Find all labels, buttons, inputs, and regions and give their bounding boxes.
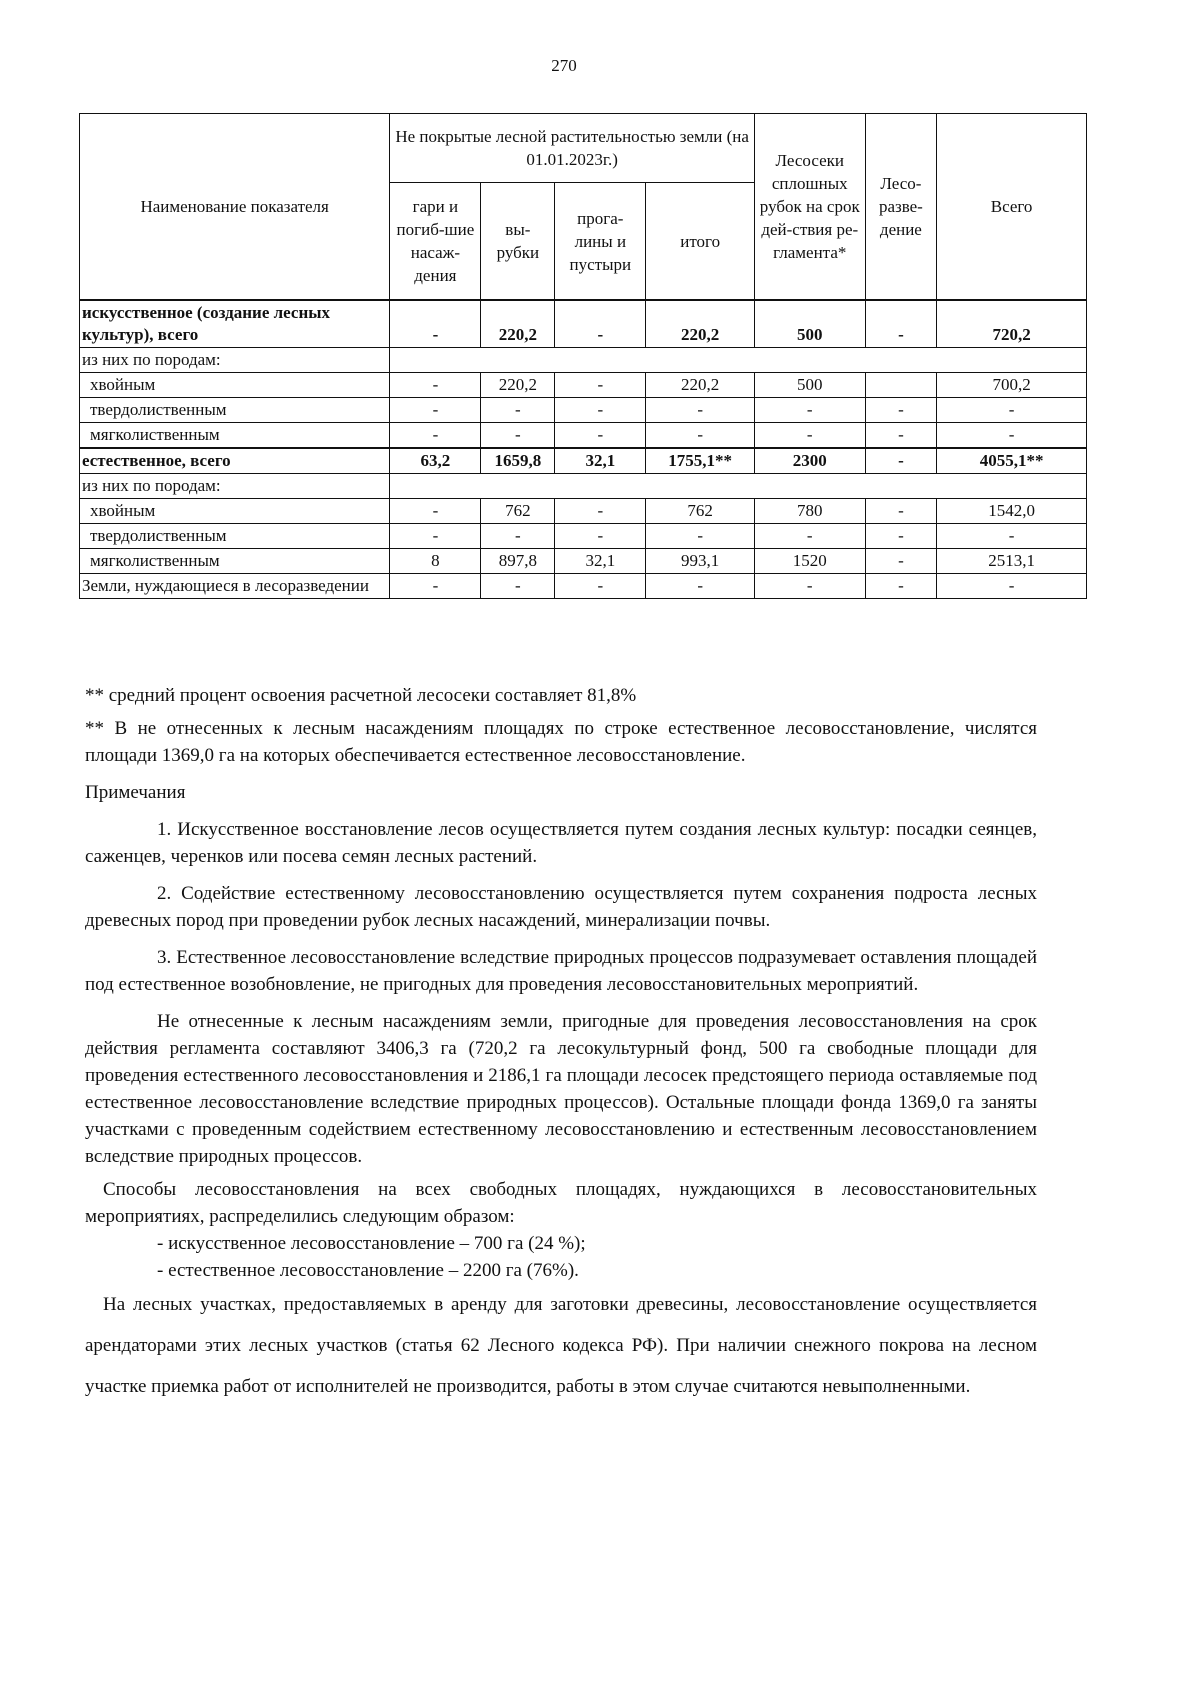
table-cell: - bbox=[481, 524, 555, 549]
table-cell: 4055,1** bbox=[937, 448, 1087, 474]
table-row bbox=[80, 423, 1087, 449]
table-cell: - bbox=[390, 373, 481, 398]
document-body bbox=[85, 682, 1037, 1407]
table-cell: - bbox=[865, 448, 937, 474]
table-cell: - bbox=[481, 574, 555, 599]
table-row bbox=[80, 448, 1087, 474]
row-label: естественное, всего bbox=[80, 448, 390, 474]
table-cell: 993,1 bbox=[646, 549, 755, 574]
table-cell: - bbox=[865, 549, 937, 574]
note-3: 3. Естественное лесовосстановление вследствие природных процессов подразумевает оставления площадей под естественное возобновление, не пригодных для проведения лесовосстановительных мероприятий. bbox=[85, 947, 1037, 995]
table-cell: 220,2 bbox=[481, 300, 555, 348]
table-cell: 220,2 bbox=[646, 373, 755, 398]
table-row bbox=[80, 373, 1087, 398]
table-cell: - bbox=[937, 423, 1087, 449]
table-cell: - bbox=[390, 398, 481, 423]
row-label: Земли, нуждающиеся в лесоразведении bbox=[80, 574, 390, 599]
table-cell: - bbox=[865, 499, 937, 524]
table-cell: - bbox=[865, 423, 937, 449]
list-item-natural: - естественное лесовосстановление – 2200 га (76%). bbox=[157, 1260, 579, 1281]
table-cell: - bbox=[646, 524, 755, 549]
table-row bbox=[80, 474, 1087, 499]
table-cell: - bbox=[481, 398, 555, 423]
table-cell: 780 bbox=[754, 499, 865, 524]
table-cell: - bbox=[754, 398, 865, 423]
footnote-1: ** средний процент освоения расчетной лесосеки составляет 81,8% bbox=[85, 685, 637, 706]
header-clearcut: Лесосеки сплошных рубок на срок дей-ствия ре-гламента* bbox=[754, 114, 865, 301]
table-cell: - bbox=[555, 423, 646, 449]
table-cell: 32,1 bbox=[555, 448, 646, 474]
table-cell-empty bbox=[390, 474, 1087, 499]
body-paragraph-1: Не отнесенные к лесным насаждениям земли, пригодные для проведения лесовосстановления на срок действия регламента составляют 3406,3 га (720,2 га лесокультурный фонд, 500 га свободные площади для проведения естественного лесовосстановления и 2186,1 га площади лесосек предстоящего периода оставляемые под естественное лесовосстановление вследствие природных процессов). Остальные площади фонда 1369,0 га заняты участками с проведенным содействием естественному лесовосстановлению и естественным лесовосстановлением вследствие природных процессов. bbox=[85, 1011, 1037, 1167]
table-cell: - bbox=[865, 574, 937, 599]
table-cell: - bbox=[937, 398, 1087, 423]
table-cell: - bbox=[390, 423, 481, 449]
table-cell: - bbox=[390, 574, 481, 599]
table-cell: 8 bbox=[390, 549, 481, 574]
table-cell: - bbox=[865, 524, 937, 549]
row-label: хвойным bbox=[80, 499, 390, 524]
table-row bbox=[80, 524, 1087, 549]
table-cell: 720,2 bbox=[937, 300, 1087, 348]
table-row bbox=[80, 398, 1087, 423]
table-cell: - bbox=[555, 524, 646, 549]
table-cell: 500 bbox=[754, 300, 865, 348]
table-cell: - bbox=[555, 574, 646, 599]
table-cell: 32,1 bbox=[555, 549, 646, 574]
header-burnt: гари и погиб-шие насаж-дения bbox=[390, 183, 481, 301]
table-cell: - bbox=[646, 574, 755, 599]
notes-title: Примечания bbox=[85, 782, 186, 803]
table-cell: 2300 bbox=[754, 448, 865, 474]
row-label: твердолиственным bbox=[80, 398, 390, 423]
row-label: искусственное (создание лесных культур), всего bbox=[80, 300, 390, 348]
table-cell: - bbox=[865, 300, 937, 348]
table-cell: 1659,8 bbox=[481, 448, 555, 474]
forest-regeneration-table bbox=[79, 113, 1087, 599]
body-paragraph-2: Способы лесовосстановления на всех свободных площадях, нуждающихся в лесовосстановительных мероприятиях, распределились следующим образом: bbox=[85, 1179, 1037, 1227]
table-cell: 1542,0 bbox=[937, 499, 1087, 524]
row-label: мягколиственным bbox=[80, 549, 390, 574]
table-cell: - bbox=[646, 423, 755, 449]
table-cell: 1520 bbox=[754, 549, 865, 574]
table-cell: - bbox=[754, 423, 865, 449]
table-cell: 2513,1 bbox=[937, 549, 1087, 574]
table-cell: - bbox=[390, 524, 481, 549]
table-row bbox=[80, 300, 1087, 348]
table-cell: 1755,1** bbox=[646, 448, 755, 474]
list-item-artificial: - искусственное лесовосстановление – 700 га (24 %); bbox=[157, 1233, 586, 1254]
row-label: твердолиственным bbox=[80, 524, 390, 549]
table-cell: - bbox=[481, 423, 555, 449]
row-label: мягколиственным bbox=[80, 423, 390, 449]
table-cell bbox=[865, 373, 937, 398]
row-label: из них по породам: bbox=[80, 348, 390, 373]
table-cell: - bbox=[754, 524, 865, 549]
header-name: Наименование показателя bbox=[80, 114, 390, 301]
table-cell: 762 bbox=[646, 499, 755, 524]
note-2: 2. Содействие естественному лесовосстановлению осуществляется путем сохранения подроста лесных древесных пород при проведении рубок лесных насаждений, минерализации почвы. bbox=[85, 883, 1037, 931]
table-cell: 63,2 bbox=[390, 448, 481, 474]
header-uncovered-group: Не покрытые лесной растительностью земли (на 01.01.2023г.) bbox=[390, 114, 755, 183]
table-cell-empty bbox=[390, 348, 1087, 373]
table-cell: 500 bbox=[754, 373, 865, 398]
table-cell: - bbox=[555, 398, 646, 423]
table-cell: - bbox=[937, 574, 1087, 599]
table-cell: - bbox=[390, 499, 481, 524]
header-glades: прога-лины и пустыри bbox=[555, 183, 646, 301]
table-cell: 220,2 bbox=[481, 373, 555, 398]
table-cell: 762 bbox=[481, 499, 555, 524]
footnote-2: ** В не отнесенных к лесным насаждениям площадях по строке естественное лесовосстановление, числятся площади 1369,0 га на которых обеспечивается естественное лесовосстановление. bbox=[85, 718, 1037, 766]
table-cell: - bbox=[865, 398, 937, 423]
table-row bbox=[80, 499, 1087, 524]
header-afforestation: Лесо-разве-дение bbox=[865, 114, 937, 301]
row-label: хвойным bbox=[80, 373, 390, 398]
table-cell: - bbox=[555, 499, 646, 524]
data-table bbox=[79, 113, 1087, 599]
page-number: 270 bbox=[551, 56, 577, 75]
table-cell: 220,2 bbox=[646, 300, 755, 348]
header-cutting: вы-рубки bbox=[481, 183, 555, 301]
row-label: из них по породам: bbox=[80, 474, 390, 499]
table-row bbox=[80, 549, 1087, 574]
note-1: 1. Искусственное восстановление лесов осуществляется путем создания лесных культур: посадки сеянцев, саженцев, черенков или посева семян лесных растений. bbox=[85, 819, 1037, 867]
table-cell: 700,2 bbox=[937, 373, 1087, 398]
table-row bbox=[80, 348, 1087, 373]
table-cell: 897,8 bbox=[481, 549, 555, 574]
header-all: Всего bbox=[937, 114, 1087, 301]
table-row bbox=[80, 574, 1087, 599]
table-cell: - bbox=[646, 398, 755, 423]
table-cell: - bbox=[390, 300, 481, 348]
header-total: итого bbox=[646, 183, 755, 301]
table-cell: - bbox=[754, 574, 865, 599]
body-paragraph-3: На лесных участках, предоставляемых в аренду для заготовки древесины, лесовосстановление осуществляется арендаторами этих лесных участков (статья 62 Лесного кодекса РФ). При наличии снежного покрова на лесном участке приемка работ от исполнителей не производится, работы в этом случае считаются невыполненными. bbox=[85, 1294, 1037, 1397]
table-cell: - bbox=[555, 373, 646, 398]
table-cell: - bbox=[937, 524, 1087, 549]
table-cell: - bbox=[555, 300, 646, 348]
